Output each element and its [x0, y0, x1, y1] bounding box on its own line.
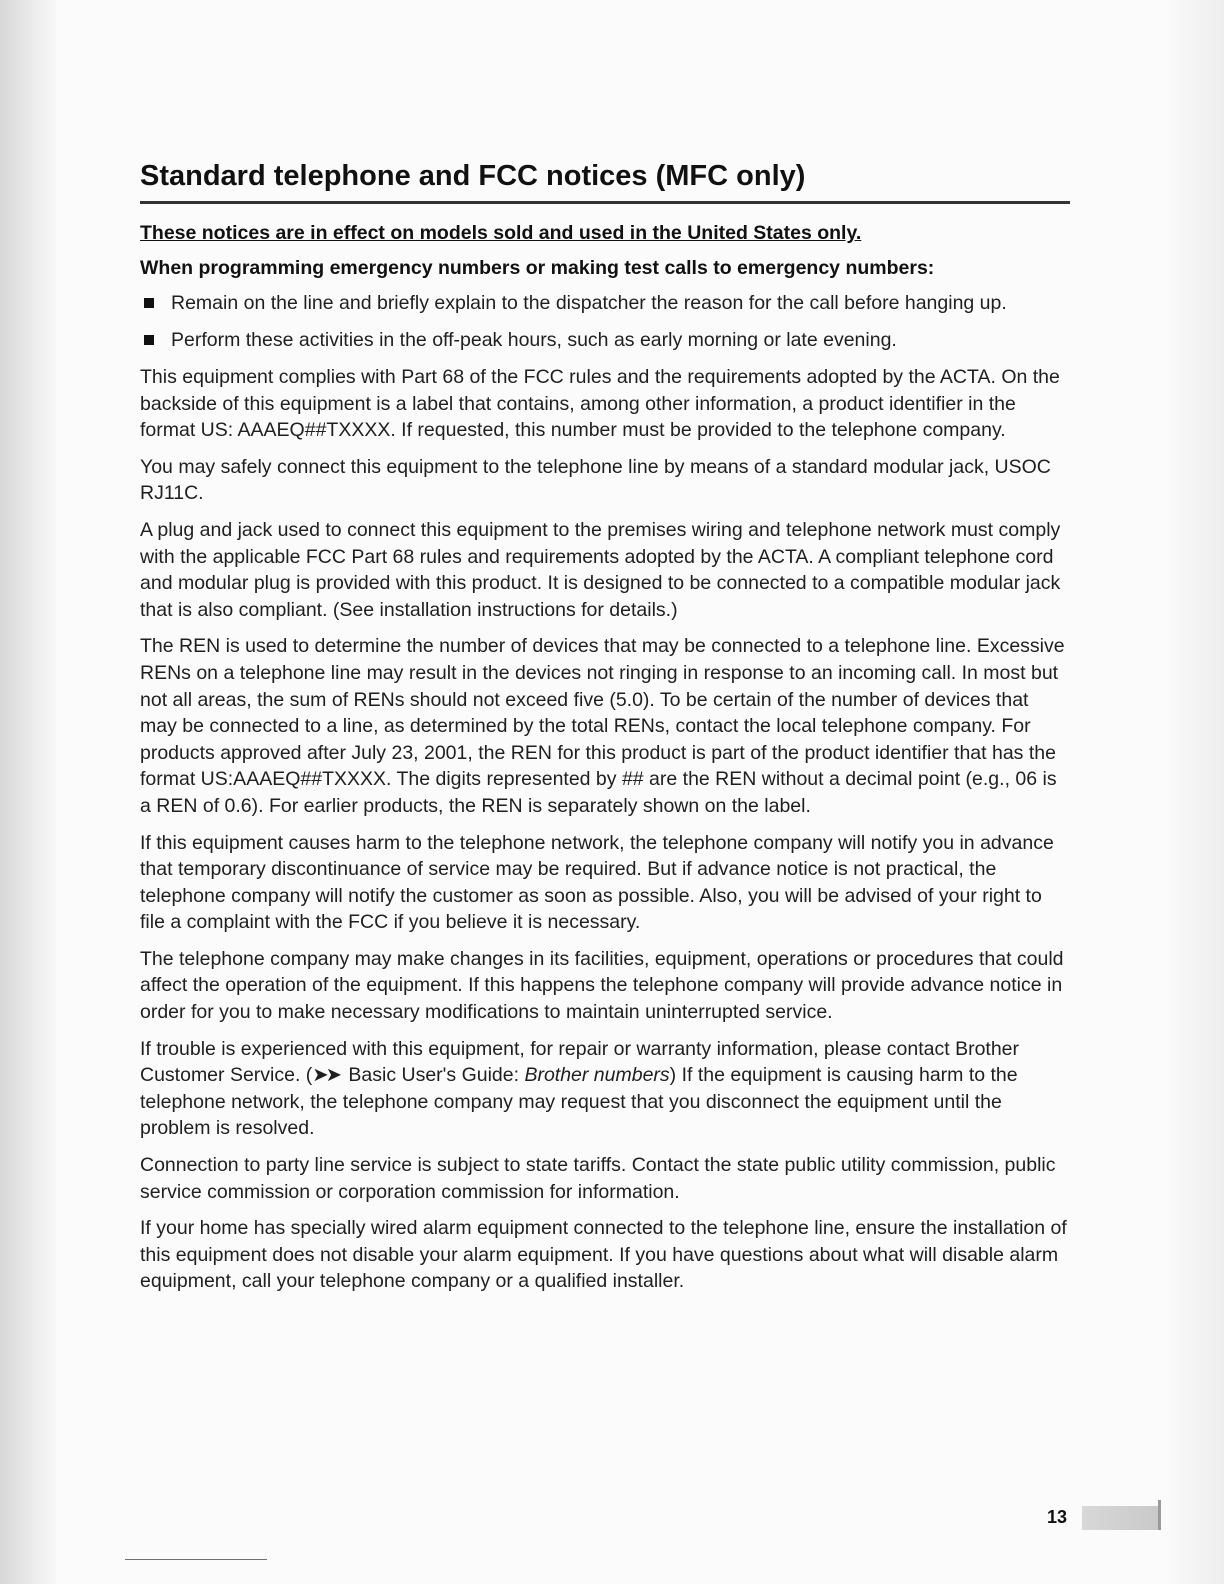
paragraph-network-harm: If this equipment causes harm to the telephone network, the telephone company will notify you in advance that temporary discontinuance of service may be required. But if advance notice is not practical, the telephone company will notify the customer as soon as possible. Also, you will be advised of your right to file a complaint with the FCC if you believe it is necessary. — [140, 831, 1054, 934]
trouble-text-end: ) If the equipment is causing harm to the telephone network, the telephone company may request that you disconnect the equipment until the problem is resolved. — [140, 1064, 1018, 1140]
paragraph-alarm: If your home has specially wired alarm equipment connected to the telephone line, ensure the installation of this equipment does not disable your alarm equipment. If you have questions about what will disable alarm equipment, call your telephone company or a qualified installer. — [140, 1217, 1067, 1293]
paragraph-ren: The REN is used to determine the number of devices that may be connected to a telephone line. Excessive RENs on a telephone line may result in the devices not ringing in response to an incoming call. In most but not all areas, the sum of RENs should not exceed five (5.0). To be certain of the number of devices that may be connected to a line, as determined by the total RENs, contact the local telephone company. For products approved after July 23, 2001, the REN for this product is part of the product identifier that has the format US:AAAEQ##TXXXX. The digits represented by ## are the REN without a decimal point (e.g., 06 is a REN of 0.6). For earlier products, the REN is separately shown on the label. — [140, 635, 1065, 817]
paragraph-part68: This equipment complies with Part 68 of the FCC rules and the requirements adopted by the ACTA. On the backside of this equipment is a label that contains, among other information, a product identifier in the format US: AAAEQ##TXXXX. If requested, this number must be provided to the telephone company. — [140, 366, 1060, 442]
page-number: 13 — [1047, 1507, 1068, 1527]
paragraph-modular-jack: You may safely connect this equipment to the telephone line by means of a standard modular jack, USOC RJ11C. — [140, 455, 1051, 505]
bullet-square-icon — [144, 298, 154, 308]
bullet-text: Perform these activities in the off-peak hours, such as early morning or late evening. — [171, 329, 897, 351]
document-page — [140, 160, 1070, 1305]
guide-reference: Basic User's Guide: — [342, 1064, 525, 1087]
footer-rule — [125, 1559, 267, 1560]
emergency-subheading: When programming emergency numbers or making test calls to emergency numbers: — [140, 257, 935, 279]
page-title: Standard telephone and FCC notices (MFC only) — [140, 160, 1070, 204]
page-right-shadow — [1160, 0, 1224, 1584]
page-tab-edge — [1158, 1500, 1161, 1530]
paragraph-facility-changes: The telephone company may make changes in its facilities, equipment, operations or procedures that could affect the operation of the equipment. If this happens the telephone company will provide advance notice in order for you to make necessary modifications to maintain uninterrupted service. — [140, 947, 1064, 1024]
reference-arrow-icon: ➤➤ — [312, 1064, 339, 1087]
paragraph-plug-jack: A plug and jack used to connect this equipment to the premises wiring and telephone network must comply with the applicable FCC Part 68 rules and requirements adopted by the ACTA. A compliant telephone cord and modular plug is provided with this product. It is designed to be connected to a compatible modular jack that is also compliant. (See installation instructions for details.) — [140, 518, 1061, 621]
page-tab-marker — [1082, 1506, 1160, 1530]
bullet-text: Remain on the line and briefly explain to the dispatcher the reason for the call before hanging up. — [171, 292, 1007, 314]
emergency-bullet-list — [140, 290, 1070, 354]
trouble-text-start: If trouble is experienced with this equipment, for repair or warranty information, please contact Brother Customer Service. ( — [140, 1037, 1020, 1087]
paragraph-party-line: Connection to party line service is subject to state tariffs. Contact the state public utility commission, public service commission or corporation commission for information. — [140, 1154, 1056, 1203]
list-item — [140, 290, 1070, 317]
page-left-shadow — [0, 0, 56, 1584]
paragraph-trouble — [140, 1036, 1070, 1142]
us-only-notice: These notices are in effect on models sold and used in the United States only. — [140, 222, 862, 244]
guide-section-name: Brother numbers — [524, 1064, 670, 1087]
bullet-square-icon — [144, 335, 154, 345]
list-item — [140, 327, 1070, 354]
